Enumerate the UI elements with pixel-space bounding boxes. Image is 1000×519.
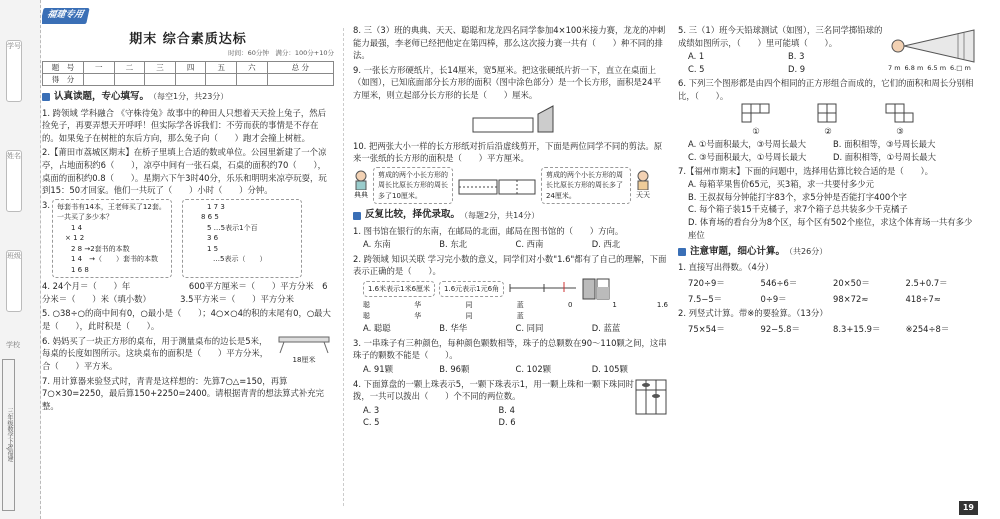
table-icon bbox=[274, 333, 334, 355]
time-score-meta: 时间：60分钟 满分：100分+10分 bbox=[228, 49, 334, 57]
calc-3-2: 2. 列竖式计算。带※的要验算。（13分） bbox=[678, 308, 828, 319]
choice-2-2-figures bbox=[363, 278, 668, 300]
question-1-3: 3. 每套书有14本，王老师买了12套。一共买了多少本？ 1 4 × 1 2 2 8 →2套书的本数 1 4 →（ ）套书的本数 1 6 8 1 7 3 8 6 5 5 …5表示1个百 3 6 1 5 …5表示（ ） bbox=[42, 199, 334, 279]
score-table: 题 号 一 二 三 四 五 六 总 分 得 分 bbox=[42, 61, 334, 87]
option-b[interactable]: B. 华华 bbox=[439, 323, 468, 334]
choice-2-5: 5. 三（1）班今天铅球测试（如图），三名同学掷铅球的成绩如图所示，（ ）里可能填（ ）。 A. 1 B. 3 C. 5 D. 9 7 m 6.8 m 6.5 m 6.□ m bbox=[678, 24, 978, 75]
question-1-6: 6. 妈妈买了一块正方形的桌布，用于测量桌布的边长是5米，每桌的长度如图所示。这块桌布的面积是（ ）平方分米，合（ ）平方米。 18厘米 bbox=[42, 333, 334, 373]
option-d[interactable]: D. 6 bbox=[498, 417, 516, 428]
choice-2-1: 1. 图书馆在银行的东南，在邮局的北面，邮局在图书馆的（ ）方向。 bbox=[353, 225, 624, 236]
column-middle bbox=[353, 0, 668, 519]
choice-2-3-options bbox=[363, 363, 668, 376]
option-d[interactable]: D. 9 bbox=[788, 63, 806, 74]
shot-put-figure: 7 m 6.8 m 6.5 m 6.□ m bbox=[888, 24, 978, 75]
section-marker-icon bbox=[353, 212, 361, 220]
abacus-icon bbox=[634, 376, 668, 416]
choice-2-4: 4. 下面算盘的一颗上珠表示5，一颗下珠表示1，用一颗上珠和一颗下珠同时拨，一共可以拨出（ ）个不同的两位数。 A. 3 B. 4 C. 5 D. 6 bbox=[353, 376, 668, 429]
choice-2-7: 7.【福州市期末】下面的问题中，选择用估算比较合适的是（ ）。 bbox=[678, 166, 934, 177]
person-icon bbox=[635, 170, 651, 190]
student-dian: 典典 bbox=[353, 170, 369, 201]
calc-item[interactable]: 7.5−5＝ bbox=[688, 293, 723, 304]
calc-3-1-items bbox=[688, 274, 978, 305]
section-marker-icon bbox=[678, 248, 686, 256]
question-1-3-division: 1 7 3 8 6 5 5 …5表示1个百 3 6 1 5 …5表示（ ） bbox=[182, 199, 302, 279]
option-c[interactable]: C. ③号面积最大，①号周长最大 bbox=[688, 151, 807, 162]
question-1-7: 7. 用计算器来验竖式时，青青是这样想的：先算7○△=150，再算7○×30=2250，最后算150+2250=2400。请根据青青的想法算式补充完整。 bbox=[42, 375, 325, 411]
score-cell[interactable] bbox=[84, 74, 115, 86]
number-line-figure bbox=[508, 278, 578, 300]
choice-2-7-options bbox=[688, 178, 978, 241]
bubble-congcong: 1.6米表示1米6厘米 bbox=[363, 281, 435, 298]
option-c[interactable]: C. 同同 bbox=[515, 323, 544, 334]
shape-3: ③ bbox=[885, 103, 915, 138]
folded-card-figure bbox=[353, 102, 668, 138]
calc-item[interactable]: 8.3+15.9＝ bbox=[833, 323, 881, 334]
page-title: 期末 综合素质达标 bbox=[129, 31, 247, 47]
person-icon bbox=[353, 170, 369, 190]
question-1-5: 5. ○38÷○的商中间有0，○最小是（ ）；4○×○4的积的末尾有0，○最大是（ ），此时积是（ ）。 bbox=[42, 308, 331, 332]
binding-strip: 学号 姓名 班级 学校 三年级数学下RJ福建 bbox=[0, 0, 41, 519]
calc-item[interactable]: 2.5+0.7＝ bbox=[905, 278, 948, 288]
tetromino-figures bbox=[678, 103, 978, 138]
option-b[interactable]: B. 96颗 bbox=[439, 363, 470, 374]
choice-2-5-options bbox=[688, 50, 888, 75]
option-a[interactable]: A. 每箱苹果售价65元，买3箱，求一共要付多少元 bbox=[688, 179, 875, 190]
binding-field-id: 学号 bbox=[6, 40, 22, 102]
bubble-huahua: 1.6元表示1元6角 bbox=[439, 281, 504, 298]
choice-2-1-options bbox=[363, 238, 668, 251]
shape-1-icon bbox=[741, 103, 771, 125]
option-a[interactable]: A. ①号面积最大，③号周长最大 bbox=[688, 139, 807, 150]
choice-2-3: 3. 一串珠子有三种颜色，每种颜色颗数相等，珠子的总颗数在90～110颗之间，这串珠子的颗数不能是（ ）。 bbox=[353, 337, 667, 361]
calc-item[interactable]: ※254÷8＝ bbox=[905, 323, 950, 334]
calc-3-2-items bbox=[688, 320, 978, 336]
option-b[interactable]: B. 王叔叔每分钟能打字83个，求5分钟是否能打字400个字 bbox=[688, 191, 907, 202]
choice-2-2: 2. 跨领域 知识关联 学习完小数的意义，同学们对小数"1.6"都有了自己的理解，下面表示正确的是（ ）。 bbox=[353, 253, 667, 277]
section-2-heading: 反复比较，择优录取。 （每题2分，共14分） bbox=[353, 208, 668, 222]
shape-1: ① bbox=[741, 103, 771, 138]
question-1-8: 8. 三（3）班的典典、天天、聪聪和龙龙四名同学参加4×100米接力赛，龙龙的冲刺能力最强，李老师已经把他定在第四棒，那么这次接力赛一共有（ ）种不同的排法。 bbox=[353, 25, 666, 61]
option-b[interactable]: B. 3 bbox=[788, 51, 805, 62]
question-1-4: 4. 24个月＝（ ）年 600平方厘米＝（ ）平方分米 6分米＝（ ）米（填小数） 3.5平方米＝（ ）平方分米 bbox=[42, 281, 328, 304]
shape-2: ② bbox=[817, 103, 839, 138]
calc-item[interactable]: 92−5.8＝ bbox=[760, 323, 800, 334]
option-c[interactable]: C. 5 bbox=[688, 63, 705, 74]
score-cell[interactable] bbox=[206, 74, 237, 86]
calc-item[interactable]: 20×50＝ bbox=[833, 278, 870, 288]
option-a[interactable]: A. 东南 bbox=[363, 239, 391, 250]
page-number: 19 bbox=[959, 501, 978, 515]
calc-item[interactable]: 75×54＝ bbox=[688, 323, 725, 334]
region-badge: 福建专用 bbox=[42, 8, 90, 24]
calc-item[interactable]: 418÷7≈ bbox=[905, 293, 941, 304]
column-divider bbox=[343, 28, 345, 506]
choice-2-2-options bbox=[363, 322, 668, 335]
choice-2-2-names: 聪聪 华华 同同 蓝蓝 0 1 1.6 bbox=[363, 301, 668, 320]
option-c[interactable]: C. 每个箱子装15千克橘子，求7个箱子总共装多少千克橘子 bbox=[688, 204, 908, 215]
question-1-1: 1. 跨领域 学科融合 《守株待兔》故事中的种田人只想着天天捡上兔子，然后捡免子，再要弄想天开呼呼！但实际学各诉我们：不劳而获的事情是不存在的。如果兔子在树桩的东后方向，那么兔子向（ ）跑才会撞上树桩。 bbox=[42, 107, 326, 143]
option-c[interactable]: C. 5 bbox=[363, 417, 380, 428]
option-a[interactable]: A. 1 bbox=[688, 51, 705, 62]
question-1-10: 10. 把两张大小一样的长方形纸对折后沿虚线剪开，下面是两位同学不同的剪法。原来一张纸的长方形的面积是（ ）平方厘米。 bbox=[353, 140, 663, 164]
score-cell[interactable] bbox=[237, 74, 268, 86]
option-d[interactable]: D. 面积相等，①号周长最大 bbox=[833, 151, 937, 162]
tablecloth-figure: 18厘米 bbox=[274, 333, 334, 373]
question-1-2: 2.【莆田市荔城区期末】在桥子里填上合适的数或单位。公园里新建了一个凉亭，占地面积约6（ ），凉亭中间有一张石桌，石桌的面积约70（ ），桌面的面积约0.8（ ）。星期六下午3时40分，乐乐和明明来凉亭玩耍，玩到15：50才回家。他们一共玩了（ ）小时（ ）分钟。 bbox=[42, 147, 327, 196]
score-cell[interactable] bbox=[267, 74, 333, 86]
option-d[interactable]: D. 西北 bbox=[591, 239, 621, 250]
option-c[interactable]: C. 西南 bbox=[515, 239, 544, 250]
grid-figure bbox=[582, 278, 612, 300]
cut-rectangles bbox=[457, 176, 537, 196]
option-b[interactable]: B. 4 bbox=[498, 404, 515, 415]
speech-left: 剪成的两个小长方形的周长比原长方形的周长多了10厘米。 bbox=[373, 167, 453, 205]
question-1-9: 9. 一张长方形硬纸片，长14厘米，宽5厘米。把这张硬纸片折一下，直立在桌面上（如图），已知底面部分长方形的面积（图中涂色部分）是一个长方形，面积是24平方厘米，则立起部分长方形的长是（ ）厘米。 bbox=[353, 64, 661, 101]
binding-field-name: 姓名 bbox=[6, 150, 22, 212]
choice-2-6-options bbox=[688, 138, 978, 163]
option-d[interactable]: D. 105颗 bbox=[591, 363, 628, 374]
student-tian: 天天 bbox=[635, 170, 651, 201]
shot-put-sector-icon bbox=[888, 24, 978, 64]
speech-right: 剪成的两个小长方形的周长比原长方形的周长多了24厘米。 bbox=[541, 167, 631, 205]
choice-2-4-options bbox=[363, 404, 634, 429]
option-a[interactable]: A. 聪聪 bbox=[363, 323, 391, 334]
shape-3-icon bbox=[885, 103, 915, 125]
question-1-3-card: 每套书有14本，王老师买了12套。一共买了多少本？ 1 4 × 1 2 2 8 →2套书的本数 1 4 →（ ）套书的本数 1 6 8 bbox=[52, 199, 172, 279]
section-3-heading: 注意审题，细心计算。 （共26分） bbox=[678, 245, 978, 259]
score-cell[interactable] bbox=[145, 74, 176, 86]
option-d[interactable]: D. 体育场的看台分为8个区，每个区有502个座位，求这个体育场一共有多少座位 bbox=[688, 216, 973, 240]
question-1-10-figures bbox=[353, 167, 668, 205]
column-left bbox=[42, 0, 334, 519]
calc-item[interactable]: 720÷9＝ bbox=[688, 278, 725, 288]
option-b[interactable]: B. 东北 bbox=[439, 239, 468, 250]
option-a[interactable]: A. 3 bbox=[363, 404, 380, 415]
shape-2-icon bbox=[817, 103, 839, 125]
option-b[interactable]: B. 面积相等，③号周长最大 bbox=[833, 139, 936, 150]
calc-3-1: 1. 直接写出得数。（4分） bbox=[678, 262, 774, 273]
option-c[interactable]: C. 102颗 bbox=[515, 363, 552, 374]
score-cell[interactable] bbox=[175, 74, 206, 86]
option-d[interactable]: D. 蓝蓝 bbox=[591, 323, 621, 334]
section-marker-icon bbox=[42, 93, 50, 101]
score-cell[interactable] bbox=[114, 74, 145, 86]
calc-item[interactable]: 98×72≈ bbox=[833, 293, 869, 304]
choice-2-6: 6. 下列三个图形都是由四个相同的正方形组合而成的，它们的面积和周长分别相比，（ ）。 bbox=[678, 78, 974, 102]
calc-item[interactable]: 546÷6＝ bbox=[760, 278, 798, 288]
option-a[interactable]: A. 91颗 bbox=[363, 363, 393, 374]
calc-item[interactable]: 0÷9＝ bbox=[760, 293, 787, 304]
column-right bbox=[678, 0, 978, 519]
binding-field-class: 班级 bbox=[6, 250, 22, 312]
spine-label: 三年级数学下RJ福建 bbox=[2, 359, 15, 511]
section-1-heading: 认真读题，专心填写。 （每空1分，共23分） bbox=[42, 90, 334, 104]
